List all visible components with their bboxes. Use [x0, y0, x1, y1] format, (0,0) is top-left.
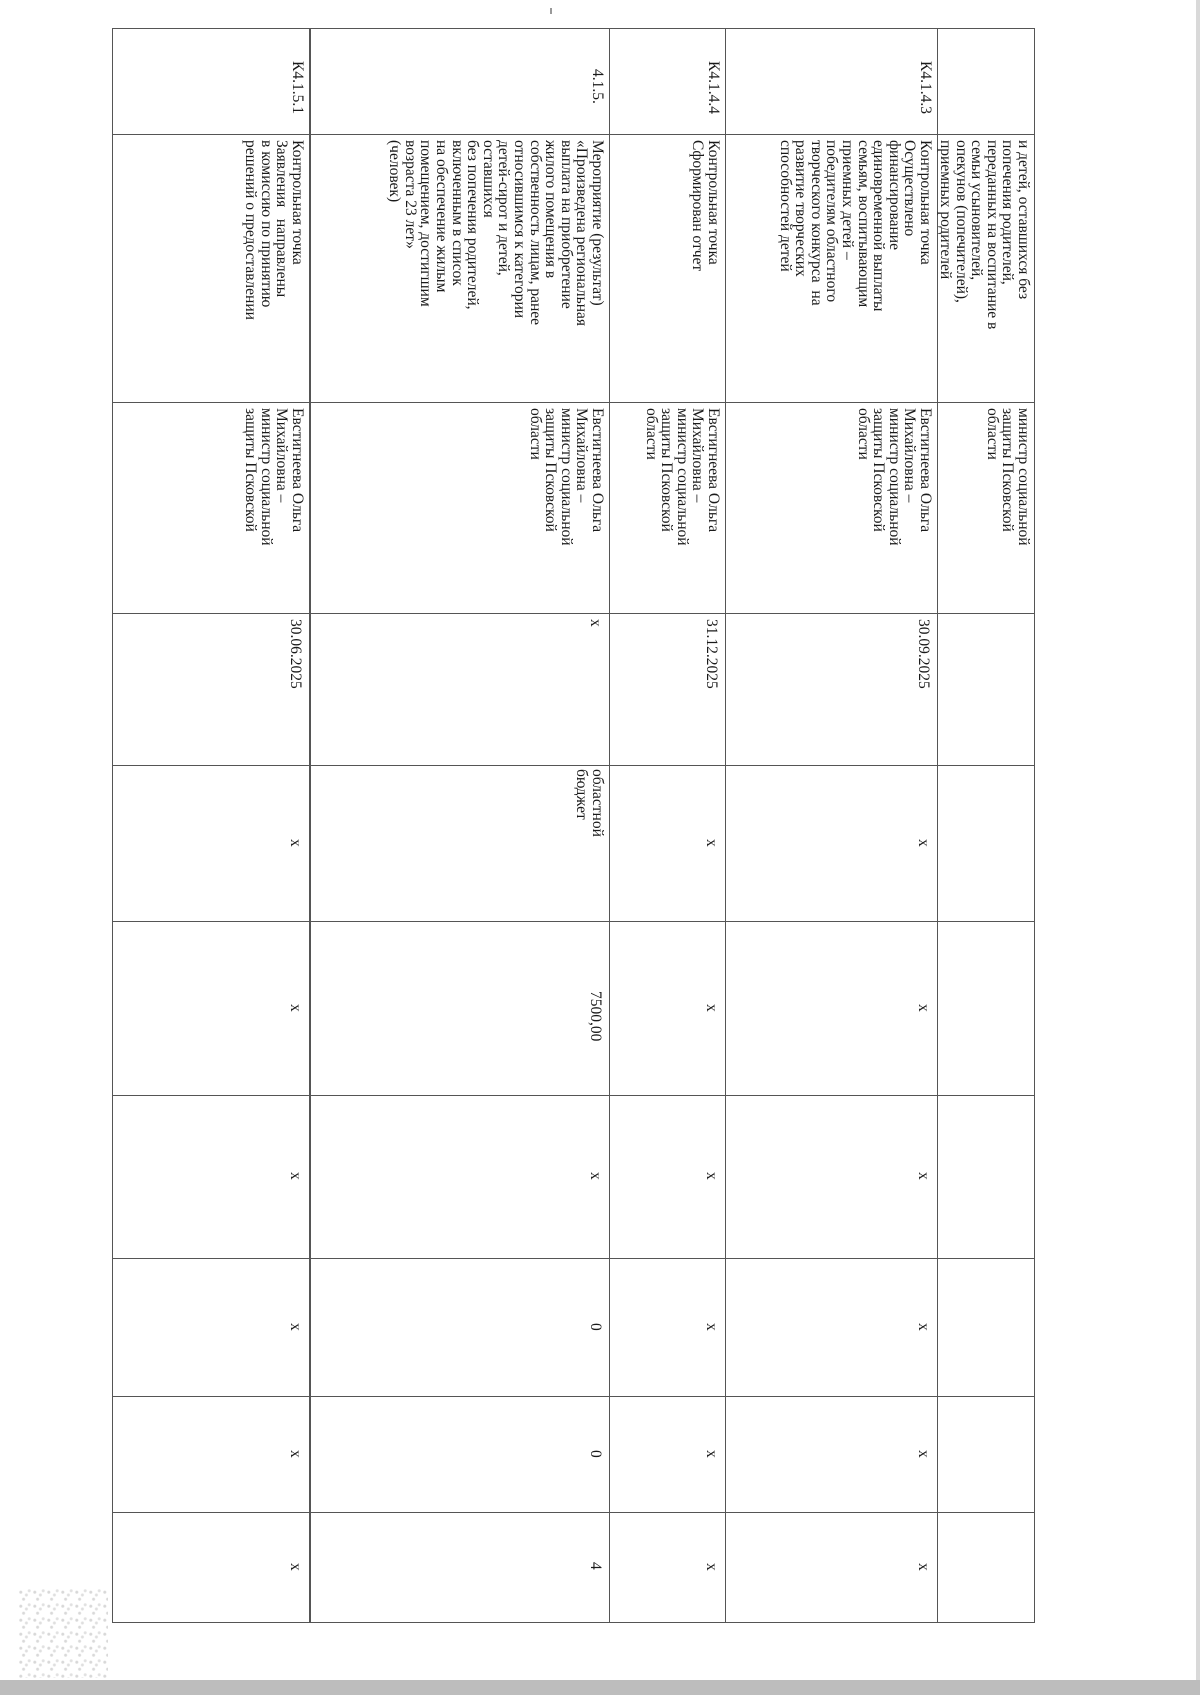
cell-text-line: Осуществлено — [901, 140, 919, 237]
cell-text-line: творческого конкурса на — [807, 140, 825, 306]
table-cell-date — [609, 613, 725, 765]
table-cell-c9 — [609, 1396, 725, 1512]
table-cell-code — [725, 28, 937, 134]
table-cell-amount — [309, 921, 609, 1095]
cell-text-line: области — [983, 408, 1001, 460]
table-cell-c8 — [609, 1258, 725, 1396]
table-cell-c8 — [725, 1258, 937, 1396]
cell-text-line: защиты Псковской — [542, 408, 560, 532]
cell-text-line: Михайловна – — [273, 408, 291, 503]
cell-text-line: помещением, достигшим — [417, 140, 435, 307]
cell-text-line: возраста 23 лет» — [401, 140, 419, 249]
cell-text-line: включенным в список — [448, 140, 466, 286]
cell-text-line: выплата на приобретение — [557, 140, 575, 309]
table-cell-c10 — [112, 1512, 309, 1623]
table-cell-source — [725, 765, 937, 921]
cell-text-line: защиты Псковской — [658, 408, 676, 532]
cell-text-line: защиты Псковской — [242, 408, 260, 532]
cell-text-line: области — [642, 408, 660, 460]
table-cell-c9 — [937, 1396, 1035, 1512]
table-cell-amount — [725, 921, 937, 1095]
cell-text-line: Контрольная точка — [917, 140, 934, 265]
table-cell-c9 — [112, 1396, 309, 1512]
cell-text-line: Заявления направлены — [273, 140, 291, 298]
cell-text-line: x — [915, 1563, 932, 1572]
cell-text-line: К4.1.4.4 — [705, 60, 722, 114]
table-cell-source — [609, 765, 725, 921]
cell-text-line: x — [287, 1003, 304, 1012]
table-cell-source — [937, 765, 1035, 921]
cell-text-line: x — [703, 838, 720, 847]
table-cell-responsible — [609, 402, 725, 613]
cell-text-line: министр социальной — [1015, 408, 1032, 546]
table-cell-code — [112, 28, 309, 134]
table-cell-name — [112, 134, 309, 402]
cell-text-line: финансирование — [885, 140, 903, 250]
table-cell-responsible — [309, 402, 609, 613]
table-cell-responsible — [937, 402, 1035, 613]
cell-text-line: Михайловна – — [901, 408, 919, 503]
cell-text-line: семьи усыновителей, — [968, 140, 986, 281]
cell-text-line: защиты Псковской — [999, 408, 1017, 532]
cell-text-line: x — [703, 1172, 720, 1181]
scan-bottom-edge — [0, 1680, 1200, 1695]
cell-text-line: Сформирован отчет — [689, 140, 707, 272]
table-cell-c7 — [725, 1095, 937, 1258]
cell-text-line: x — [287, 838, 304, 847]
table-cell-source — [309, 765, 609, 921]
table-cell-name — [937, 134, 1035, 402]
cell-text-line: областной — [589, 769, 606, 837]
table-cell-date — [937, 613, 1035, 765]
cell-text-line: x — [287, 1449, 304, 1458]
cell-text-line: Михайловна – — [573, 408, 591, 503]
scan-noise — [18, 1588, 108, 1678]
cell-text-line: приемных родителей — [937, 140, 955, 280]
cell-text-line: Евстигнеева Ольга — [917, 408, 934, 533]
cell-text-line: x — [287, 1322, 304, 1331]
table-cell-date — [112, 613, 309, 765]
table-cell-code — [937, 28, 1035, 134]
cell-text-line: 4 — [587, 1562, 604, 1570]
cell-text-line: и детей, оставшихся без — [1015, 140, 1032, 300]
cell-text-line: 30.09.2025 — [915, 619, 932, 689]
cell-text-line: защиты Псковской — [870, 408, 888, 532]
cell-text-line: министр социальной — [673, 408, 691, 546]
cell-text-line: Мероприятие (результат) — [589, 140, 606, 306]
table-cell-code — [309, 28, 609, 134]
table-cell-c9 — [309, 1396, 609, 1512]
cell-text-line: семьям, воспитывающим — [854, 140, 872, 308]
cell-text-line: (человек) — [386, 140, 404, 203]
cell-text-line: 7500,00 — [587, 991, 604, 1042]
cell-text-line: бюджет — [573, 769, 591, 820]
table-cell-c10 — [725, 1512, 937, 1623]
cell-text-line: относившимся к категории — [511, 140, 529, 319]
cell-text-line: решений о предоставлении — [242, 140, 260, 320]
table-cell-name — [609, 134, 725, 402]
document-table — [112, 28, 1035, 1623]
cell-text-line: x — [915, 1322, 932, 1331]
cell-text-line: на обеспечение жилым — [433, 140, 451, 293]
table-cell-c8 — [309, 1258, 609, 1396]
table-cell-date — [725, 613, 937, 765]
scan-artifact — [550, 8, 552, 14]
cell-text-line: Контрольная точка — [705, 140, 722, 265]
cell-text-line: области — [526, 408, 544, 460]
cell-text-line: x — [703, 1003, 720, 1012]
cell-text-line: победителям областного — [823, 140, 841, 303]
table-cell-c7 — [609, 1095, 725, 1258]
cell-text-line: 0 — [587, 1449, 604, 1458]
cell-text-line: x — [587, 619, 604, 627]
cell-text-line: К4.1.4.3 — [917, 60, 934, 114]
cell-text-line: x — [915, 1003, 932, 1012]
table-cell-c8 — [937, 1258, 1035, 1396]
cell-text-line: министр социальной — [257, 408, 275, 546]
table-cell-amount — [609, 921, 725, 1095]
table-cell-c7 — [112, 1095, 309, 1258]
cell-text-line: x — [915, 838, 932, 847]
cell-text-line: x — [915, 1172, 932, 1181]
cell-text-line: жилого помещения в — [542, 140, 560, 279]
cell-text-line: способностей детей — [776, 140, 794, 272]
cell-text-line: 31.12.2025 — [703, 619, 720, 689]
table-cell-c10 — [609, 1512, 725, 1623]
cell-text-line: Контрольная точка — [289, 140, 306, 265]
cell-text-line: 0 — [587, 1322, 604, 1331]
table-cell-c9 — [725, 1396, 937, 1512]
table-cell-source — [112, 765, 309, 921]
cell-text-line: К4.1.5.1 — [289, 60, 306, 114]
cell-text-line: x — [587, 1172, 604, 1181]
cell-text-line: приемных детей – — [839, 140, 857, 260]
table-cell-amount — [937, 921, 1035, 1095]
cell-text-line: Евстигнеева Ольга — [705, 408, 722, 533]
cell-text-line: x — [287, 1563, 304, 1572]
cell-text-line: оставшихся — [479, 140, 497, 218]
table-cell-c7 — [309, 1095, 609, 1258]
table-cell-name — [725, 134, 937, 402]
cell-text-line: детей-сирот и детей, — [495, 140, 513, 276]
table-cell-date — [309, 613, 609, 765]
table-cell-c10 — [937, 1512, 1035, 1623]
cell-text-line: единовременной выплаты — [870, 140, 888, 312]
cell-text-line: Михайловна – — [689, 408, 707, 503]
table-cell-responsible — [112, 402, 309, 613]
cell-text-line: попечения родителей, — [999, 140, 1017, 285]
cell-text-line: министр социальной — [557, 408, 575, 546]
cell-text-line: x — [287, 1172, 304, 1181]
cell-text-line: министр социальной — [885, 408, 903, 546]
cell-text-line: Евстигнеева Ольга — [589, 408, 606, 533]
cell-text-line: «Произведена региональная — [573, 140, 591, 327]
table-cell-responsible — [725, 402, 937, 613]
cell-text-line: 4.1.5. — [589, 69, 606, 105]
table-cell-c10 — [309, 1512, 609, 1623]
cell-text-line: области — [854, 408, 872, 460]
table-cell-c7 — [937, 1095, 1035, 1258]
table-cell-amount — [112, 921, 309, 1095]
table-cell-c8 — [112, 1258, 309, 1396]
scan-right-edge — [1196, 0, 1200, 1695]
cell-text-line: 30.06.2025 — [287, 619, 304, 689]
cell-text-line: развитие творческих — [792, 140, 810, 277]
cell-text-line: x — [703, 1322, 720, 1331]
table-cell-code — [609, 28, 725, 134]
cell-text-line: x — [703, 1449, 720, 1458]
cell-text-line: переданных на воспитание в — [983, 140, 1001, 330]
cell-text-line: в комиссию по принятию — [257, 140, 275, 308]
cell-text-line: x — [703, 1563, 720, 1572]
cell-text-line: без попечения родителей, — [464, 140, 482, 310]
cell-text-line: опекунов (попечителей), — [952, 140, 970, 303]
table-cell-name — [309, 134, 609, 402]
cell-text-line: собственность лицам, ранее — [526, 140, 544, 326]
cell-text-line: Евстигнеева Ольга — [289, 408, 306, 533]
cell-text-line: x — [915, 1449, 932, 1458]
